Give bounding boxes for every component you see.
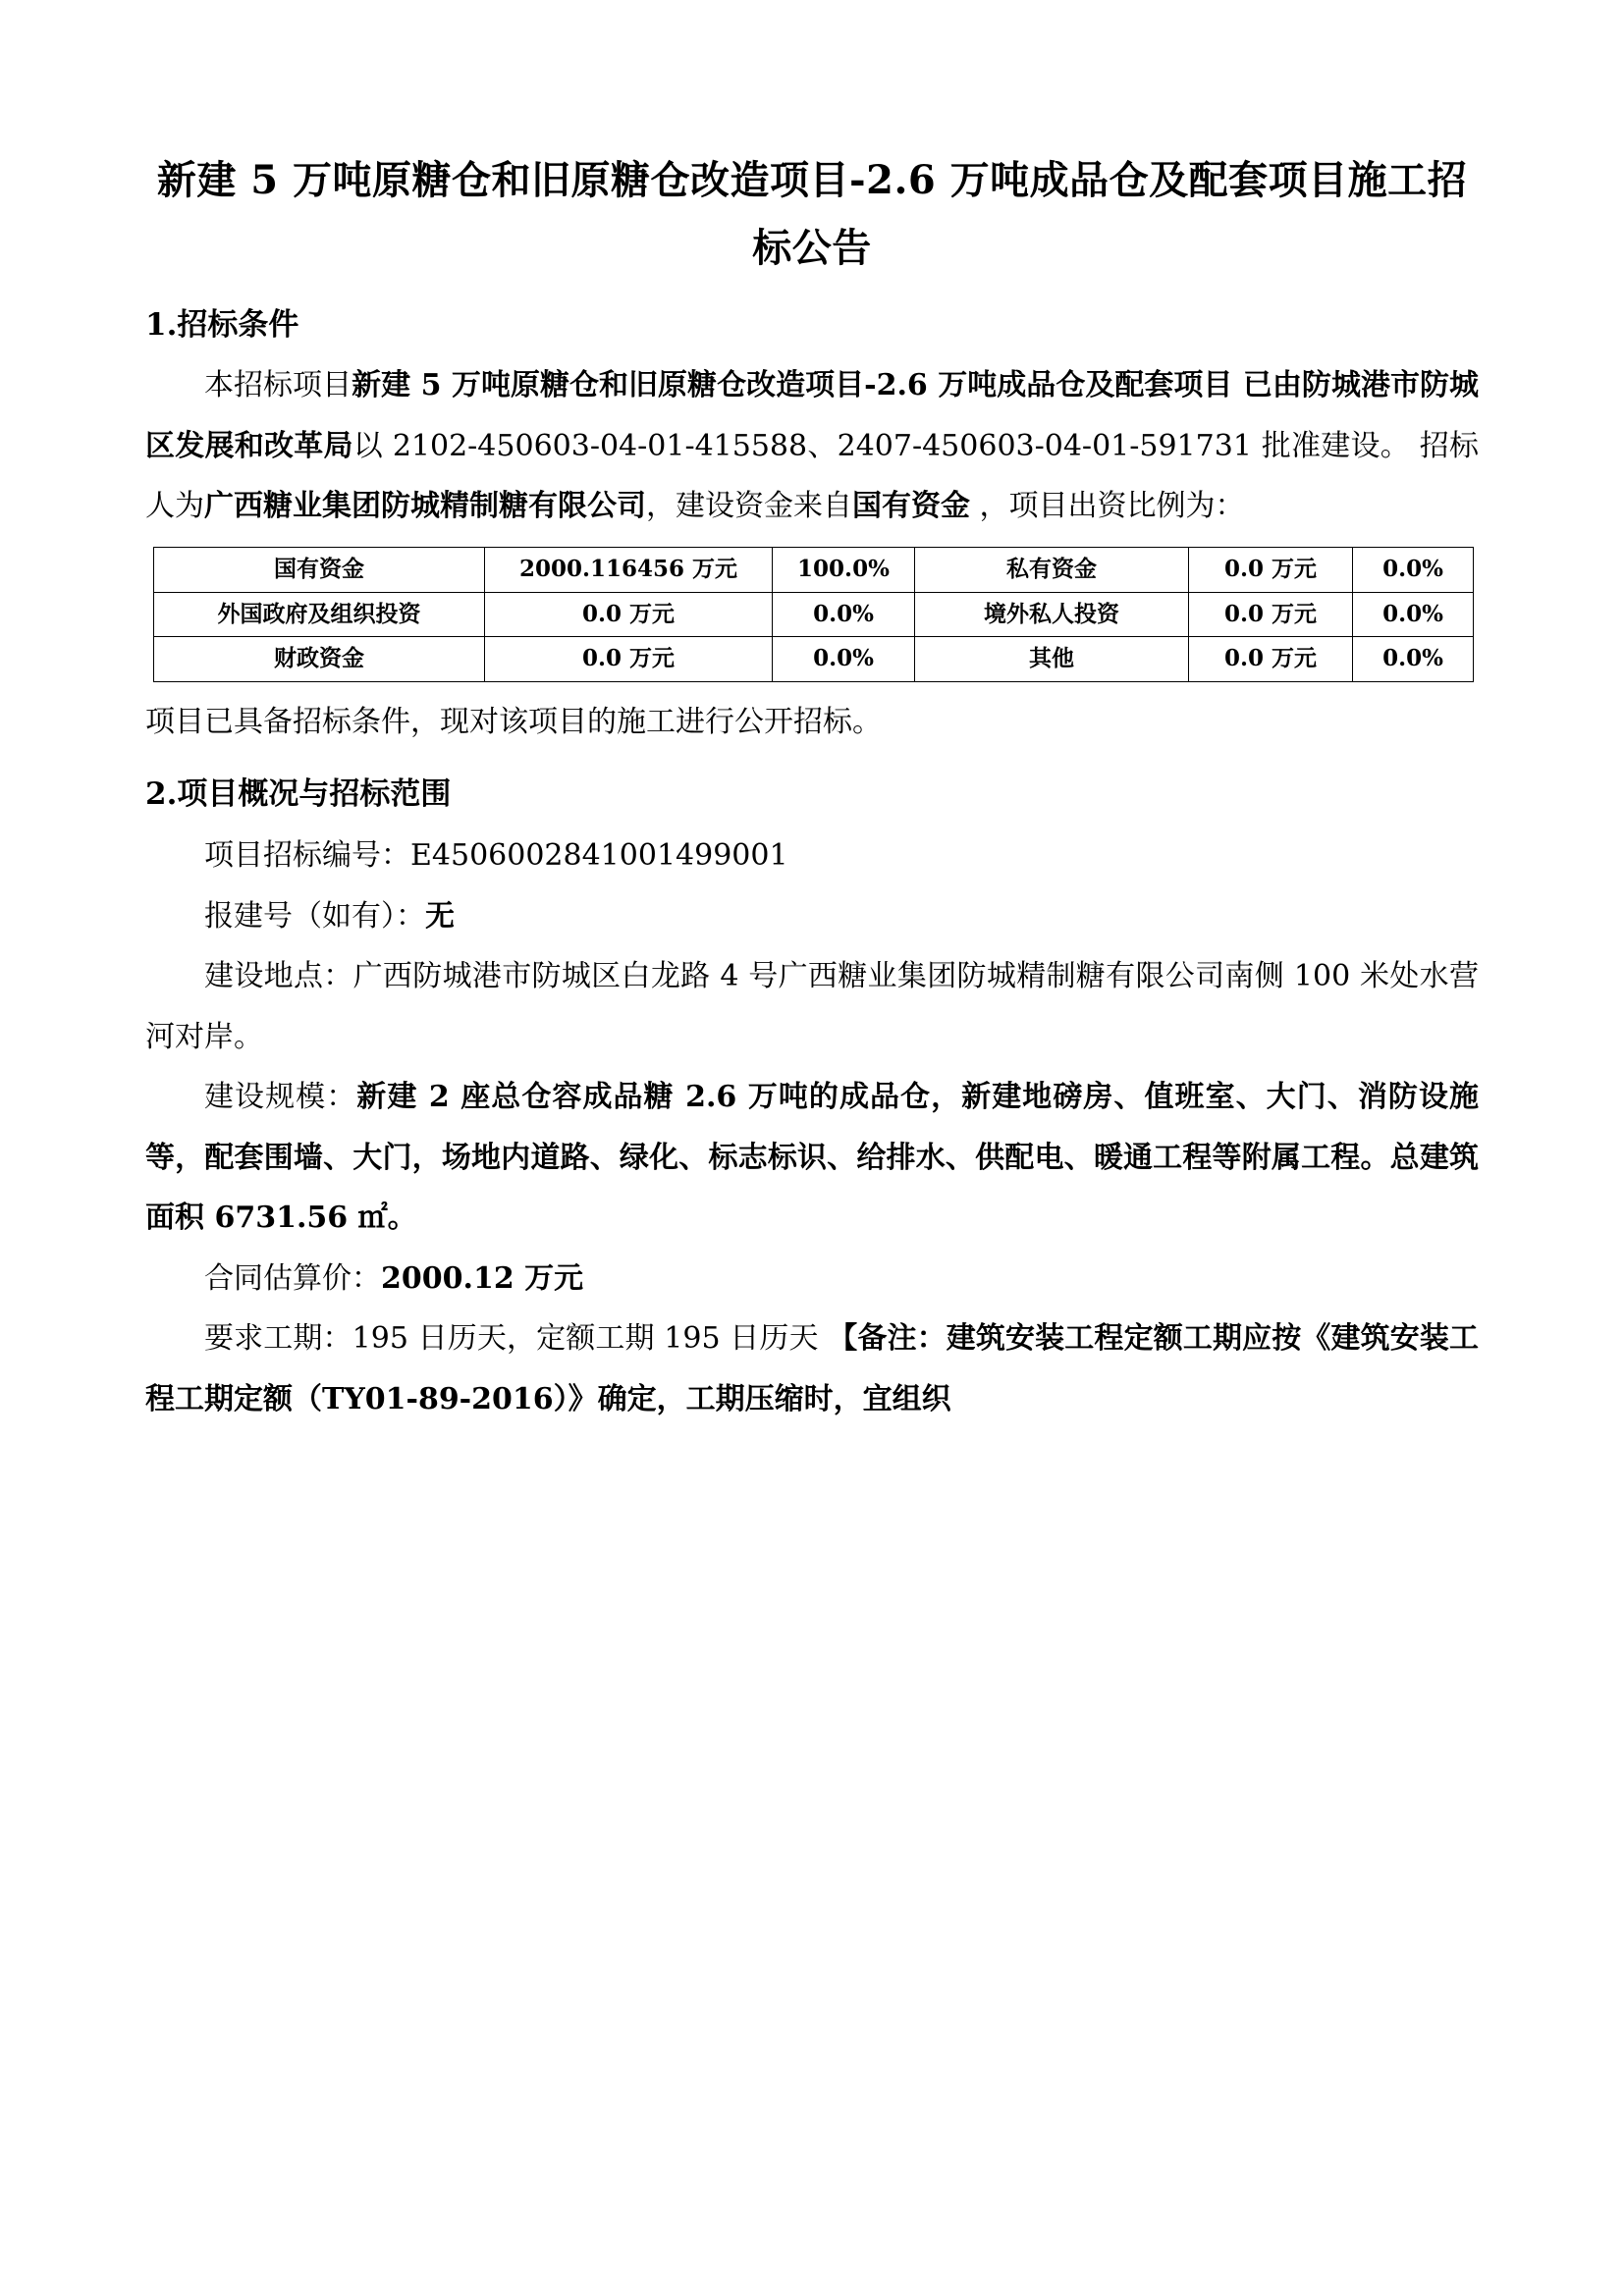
table-cell: 其他 (915, 637, 1189, 682)
para1-part-e: 以 2102-450603-04-01-415588、2407-450603-04-01-591731 批准建设。 招标人为 (145, 428, 1479, 524)
duration-line (145, 1308, 1479, 1429)
section-1-heading: 1.招标条件 (145, 306, 299, 343)
table-cell: 0.0% (773, 592, 915, 637)
para1-part-a: 本招标项目 (204, 368, 352, 403)
table-cell: 财政资金 (154, 637, 485, 682)
scale-label: 建设规模： (204, 1080, 357, 1115)
table-cell: 0.0% (773, 637, 915, 682)
project-number-line (145, 826, 1479, 886)
scale-value: 新建 2 座总仓容成品糖 2.6 万吨的成品仓，新建地磅房、值班室、大门、消防设施等，配套围墙、大门，场地内道路、绿化、标志标识、给排水、供配电、暖通工程等附属工程。总建筑面积 6731.56 ㎡。 (145, 1080, 1480, 1236)
section-2-heading: 2.项目概况与招标范围 (145, 776, 452, 813)
report-number-value: 无 (425, 898, 455, 934)
table-cell: 私有资金 (915, 547, 1189, 592)
duration-value: 要求工期：195 日历天，定额工期 195 日历天 (204, 1321, 829, 1357)
table-cell: 0.0 万元 (485, 637, 773, 682)
table-cell: 0.0% (1353, 547, 1474, 592)
para1-approver: 防城港市防城区发展和改革局 (145, 368, 1480, 463)
table-cell: 境外私人投资 (915, 592, 1189, 637)
site-label: 建设地点： (204, 959, 353, 994)
project-number-value: E4506002841001499001 (410, 838, 788, 874)
site-value: 广西防城港市防城区白龙路 4 号广西糖业集团防城精制糖有限公司南侧 100 米处水营河对岸。 (145, 959, 1479, 1054)
para1-project-name: 新建 5 万吨原糖仓和旧原糖仓改造项目-2.6 万吨成品仓及配套项目 (352, 368, 1233, 403)
para1-fund-source: 国有资金 (852, 489, 970, 524)
table-cell: 0.0% (1353, 592, 1474, 637)
contract-price-value: 2000.12 万元 (381, 1260, 584, 1296)
table-row (154, 637, 1474, 682)
table-cell: 国有资金 (154, 547, 485, 592)
table-cell: 外国政府及组织投资 (154, 592, 485, 637)
duration-note: 【备注：建筑安装工程定额工期应按《建筑安装工程工期定额（TY01-89-2016）》确定，工期压缩时，宜组织 (145, 1321, 1479, 1416)
table-cell: 0.0 万元 (1189, 637, 1353, 682)
table-cell: 100.0% (773, 547, 915, 592)
report-number-label: 报建号（如有）： (204, 898, 425, 934)
funding-table (153, 547, 1474, 682)
scale-line (145, 1067, 1479, 1249)
contract-price-line (145, 1249, 1479, 1309)
para1-part-g: ，建设资金来自 (646, 489, 852, 524)
para1-tenderer: 广西糖业集团防城精制糖有限公司 (204, 489, 646, 524)
report-number-line (145, 886, 1479, 947)
para1-part-c: 已由 (1232, 368, 1302, 403)
para1-part-i: ，项目出资比例为： (970, 489, 1245, 524)
table-cell: 2000.116456 万元 (485, 547, 773, 592)
table-cell: 0.0% (1353, 637, 1474, 682)
section-1-paragraph-1 (145, 355, 1479, 537)
page-title: 新建 5 万吨原糖仓和旧原糖仓改造项目-2.6 万吨成品仓及配套项目施工招标公告 (156, 157, 1468, 271)
table-cell: 0.0 万元 (485, 592, 773, 637)
table-cell: 0.0 万元 (1189, 592, 1353, 637)
section-1-paragraph-2: 项目已具备招标条件，现对该项目的施工进行公开招标。 (145, 704, 882, 739)
table-cell: 0.0 万元 (1189, 547, 1353, 592)
project-number-label: 项目招标编号： (204, 838, 410, 874)
table-row (154, 547, 1474, 592)
contract-price-label: 合同估算价： (204, 1260, 381, 1296)
table-row (154, 592, 1474, 637)
site-line (145, 946, 1479, 1067)
